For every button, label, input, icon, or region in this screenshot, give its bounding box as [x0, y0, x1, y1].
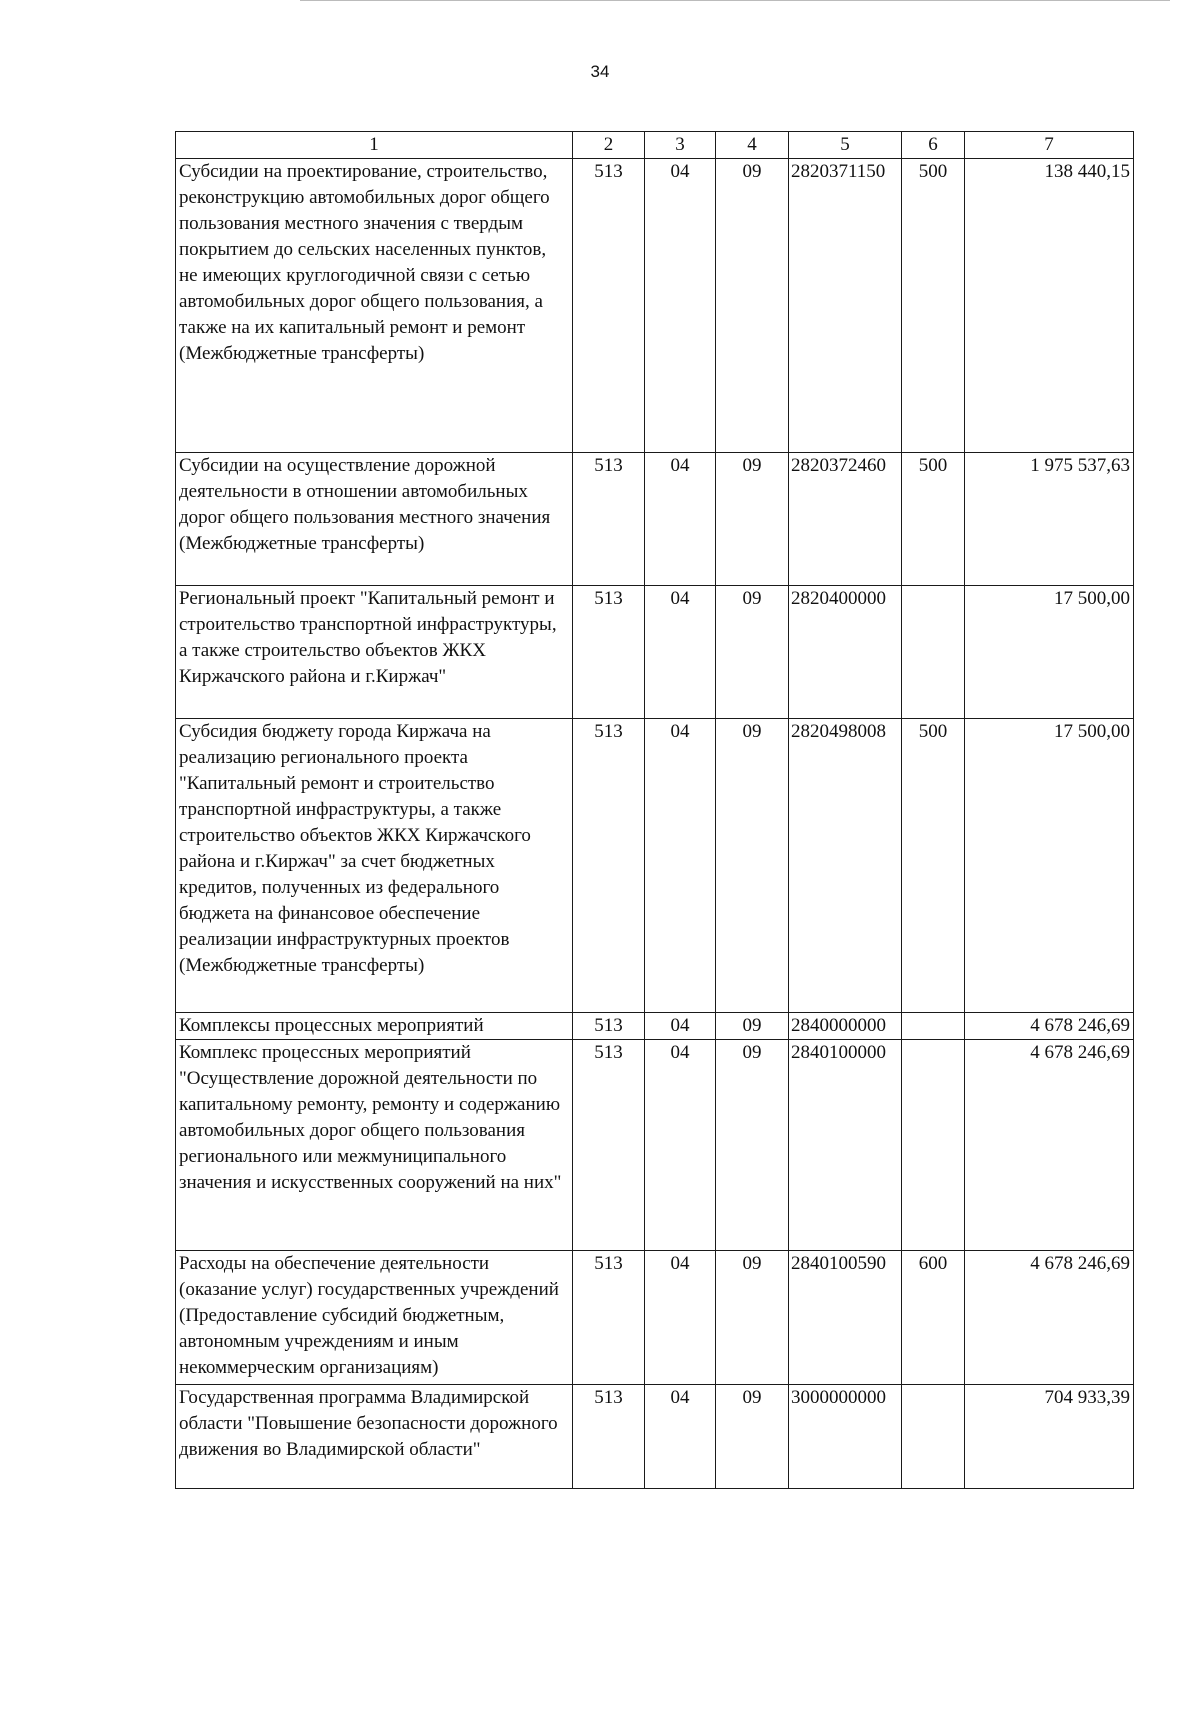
row-ministry-code: 513 [573, 586, 645, 719]
row-section: 04 [645, 159, 716, 453]
row-target-article: 2820371150 [789, 159, 902, 453]
row-section: 04 [645, 1040, 716, 1251]
header-col-5: 5 [789, 132, 902, 159]
row-section: 04 [645, 1251, 716, 1385]
page-number: 34 [590, 62, 610, 81]
row-section: 04 [645, 453, 716, 586]
row-expense-type: 500 [902, 719, 965, 1013]
row-subsection: 09 [716, 159, 789, 453]
row-name: Государственная программа Владимирской области "Повышение безопасности дорожного движения во Владимирской области" [176, 1385, 573, 1489]
header-col-1: 1 [176, 132, 573, 159]
row-section: 04 [645, 719, 716, 1013]
row-section: 04 [645, 1013, 716, 1040]
row-section: 04 [645, 586, 716, 719]
row-name: Субсидия бюджету города Киржача на реализацию регионального проекта "Капитальный ремонт и строительство транспортной инфраструктуры, а также строительство объектов ЖКХ Киржачского района и г.Киржач" за счет бюджетных кредитов, полученных из федерального бюджета на финансовое обеспечение реализации инфраструктурных проектов (Межбюджетные трансферты) [176, 719, 573, 1013]
row-name: Расходы на обеспечение деятельности (оказание услуг) государственных учреждений (Предоставление субсидий бюджетным, автономным учреждениям и иным некоммерческим организациям) [176, 1251, 573, 1385]
table-row [176, 1040, 1134, 1251]
row-expense-type: 500 [902, 453, 965, 586]
row-name: Региональный проект "Капитальный ремонт и строительство транспортной инфраструктуры, а также строительство объектов ЖКХ Киржачского района и г.Киржач" [176, 586, 573, 719]
header-col-7: 7 [965, 132, 1134, 159]
row-ministry-code: 513 [573, 159, 645, 453]
row-ministry-code: 513 [573, 1040, 645, 1251]
row-expense-type [902, 1013, 965, 1040]
row-name: Субсидии на осуществление дорожной деятельности в отношении автомобильных дорог общего пользования местного значения (Межбюджетные трансферты) [176, 453, 573, 586]
row-amount: 4 678 246,69 [965, 1251, 1134, 1385]
row-target-article: 3000000000 [789, 1385, 902, 1489]
row-amount: 4 678 246,69 [965, 1040, 1134, 1251]
table-row [176, 1013, 1134, 1040]
row-target-article: 2840000000 [789, 1013, 902, 1040]
row-target-article: 2840100000 [789, 1040, 902, 1251]
header-col-3: 3 [645, 132, 716, 159]
row-target-article: 2820400000 [789, 586, 902, 719]
row-ministry-code: 513 [573, 719, 645, 1013]
page-top-edge [300, 0, 1170, 1]
header-col-4: 4 [716, 132, 789, 159]
row-name: Комплексы процессных мероприятий [176, 1013, 573, 1040]
row-subsection: 09 [716, 453, 789, 586]
row-expense-type [902, 586, 965, 719]
table-row [176, 1251, 1134, 1385]
row-target-article: 2840100590 [789, 1251, 902, 1385]
table-row [176, 586, 1134, 719]
row-ministry-code: 513 [573, 1013, 645, 1040]
row-subsection: 09 [716, 1013, 789, 1040]
row-target-article: 2820498008 [789, 719, 902, 1013]
row-subsection: 09 [716, 719, 789, 1013]
table-row [176, 719, 1134, 1013]
row-amount: 704 933,39 [965, 1385, 1134, 1489]
row-amount: 17 500,00 [965, 719, 1134, 1013]
row-section: 04 [645, 1385, 716, 1489]
row-name: Комплекс процессных мероприятий "Осуществление дорожной деятельности по капитальному ремонту, ремонту и содержанию автомобильных дорог общего пользования регионального или межмуниципального значения и искусственных сооружений на них" [176, 1040, 573, 1251]
table-row [176, 1385, 1134, 1489]
row-target-article: 2820372460 [789, 453, 902, 586]
header-col-2: 2 [573, 132, 645, 159]
row-subsection: 09 [716, 1385, 789, 1489]
row-ministry-code: 513 [573, 1251, 645, 1385]
row-subsection: 09 [716, 1251, 789, 1385]
row-name: Субсидии на проектирование, строительство, реконструкцию автомобильных дорог общего пользования местного значения с твердым покрытием до сельских населенных пунктов, не имеющих круглогодичной связи с сетью автомобильных дорог общего пользования, а также на их капитальный ремонт и ремонт (Межбюджетные трансферты) [176, 159, 573, 453]
row-expense-type [902, 1385, 965, 1489]
row-expense-type: 500 [902, 159, 965, 453]
header-col-6: 6 [902, 132, 965, 159]
budget-allocation-table [175, 131, 1134, 1489]
table-row [176, 453, 1134, 586]
row-expense-type: 600 [902, 1251, 965, 1385]
table-row [176, 159, 1134, 453]
row-amount: 4 678 246,69 [965, 1013, 1134, 1040]
row-ministry-code: 513 [573, 453, 645, 586]
row-subsection: 09 [716, 586, 789, 719]
row-subsection: 09 [716, 1040, 789, 1251]
row-amount: 138 440,15 [965, 159, 1134, 453]
table-header-row [176, 132, 1134, 159]
row-ministry-code: 513 [573, 1385, 645, 1489]
row-amount: 1 975 537,63 [965, 453, 1134, 586]
row-expense-type [902, 1040, 965, 1251]
row-amount: 17 500,00 [965, 586, 1134, 719]
